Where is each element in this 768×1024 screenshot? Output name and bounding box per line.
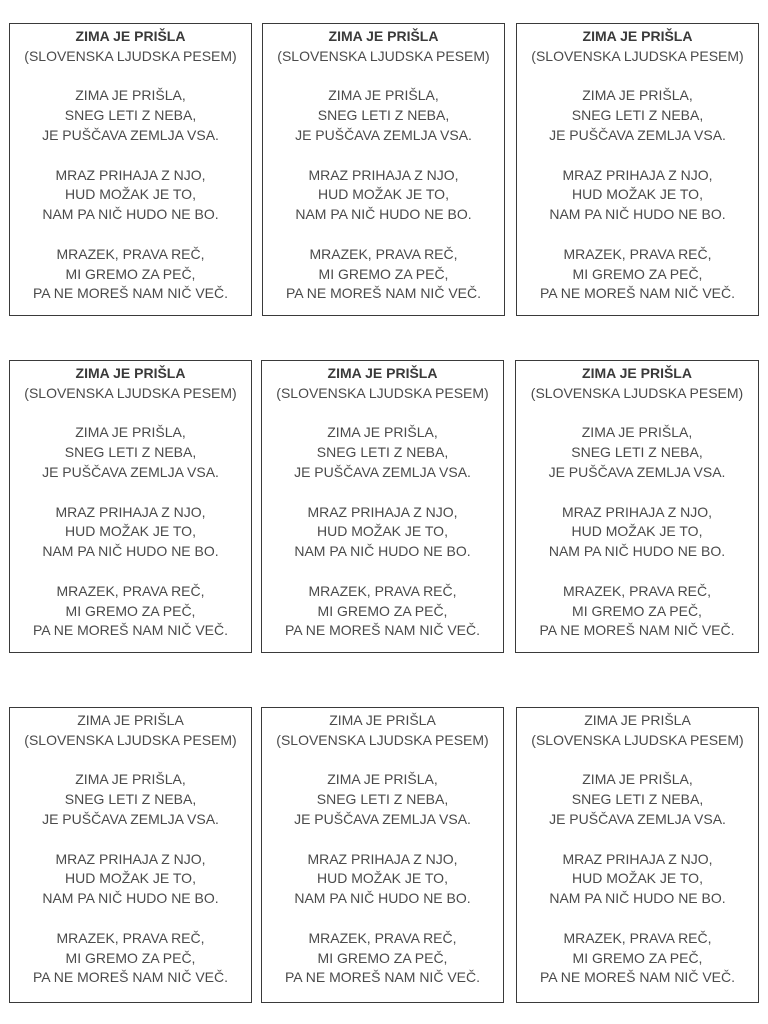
verse-line: SNEG LETI Z NEBA, bbox=[571, 791, 704, 808]
stanza-3 bbox=[10, 582, 251, 641]
verse-line: JE PUŠČAVA ZEMLJA VSA. bbox=[42, 463, 219, 480]
poem-card bbox=[9, 23, 252, 316]
poem-subtitle: (SLOVENSKA LJUDSKA PESEM) bbox=[277, 47, 490, 64]
poem-title: ZIMA JE PRIŠLA bbox=[582, 365, 692, 381]
poem-subtitle: (SLOVENSKA LJUDSKA PESEM) bbox=[531, 731, 744, 748]
verse-line: MRAZEK, PRAVA REČ, bbox=[309, 245, 458, 262]
stanza-1 bbox=[263, 86, 504, 145]
verse-line: PA NE MOREŠ NAM NIČ VEČ. bbox=[285, 969, 480, 986]
stanza-2 bbox=[10, 503, 251, 562]
verse-line: HUD MOŽAK JE TO, bbox=[571, 523, 703, 540]
verse-line: NAM PA NIČ HUDO NE BO. bbox=[42, 890, 219, 907]
verse-line: JE PUŠČAVA ZEMLJA VSA. bbox=[42, 126, 219, 143]
verse-line: NAM PA NIČ HUDO NE BO. bbox=[549, 206, 726, 223]
stanza-2 bbox=[517, 850, 758, 909]
poem-subtitle: (SLOVENSKA LJUDSKA PESEM) bbox=[530, 384, 744, 401]
stanza-3 bbox=[262, 582, 503, 641]
poem-title: ZIMA JE PRIŠLA bbox=[327, 365, 438, 381]
poem-title: ZIMA JE PRIŠLA bbox=[77, 712, 184, 728]
verse-line: HUD MOŽAK JE TO, bbox=[65, 186, 196, 203]
verse-line: JE PUŠČAVA ZEMLJA VSA. bbox=[42, 810, 219, 827]
verse-line: JE PUŠČAVA ZEMLJA VSA. bbox=[549, 126, 726, 143]
verse-line: HUD MOŽAK JE TO, bbox=[65, 870, 196, 887]
stanza-1 bbox=[516, 423, 758, 482]
verse-line: SNEG LETI Z NEBA, bbox=[316, 791, 449, 808]
verse-line: JE PUŠČAVA ZEMLJA VSA. bbox=[294, 810, 471, 827]
verse-line: MRAZEK, PRAVA REČ, bbox=[563, 929, 712, 946]
verse-line: ZIMA JE PRIŠLA, bbox=[327, 424, 438, 441]
stanza-2 bbox=[517, 166, 758, 225]
verse-line: MI GREMO ZA PEČ, bbox=[65, 265, 196, 282]
poem-card bbox=[516, 707, 759, 1003]
verse-line: MRAZ PRIHAJA Z NJO, bbox=[308, 166, 459, 183]
stanza-1 bbox=[10, 423, 251, 482]
verse-line: HUD MOŽAK JE TO, bbox=[317, 523, 448, 540]
stanza-2 bbox=[262, 850, 503, 909]
verse-line: MI GREMO ZA PEČ, bbox=[317, 949, 448, 966]
stanza-3 bbox=[516, 582, 758, 641]
verse-line: SNEG LETI Z NEBA, bbox=[571, 444, 703, 461]
poem-title: ZIMA JE PRIŠLA bbox=[584, 712, 691, 728]
stanza-2 bbox=[10, 850, 251, 909]
poem-title: ZIMA JE PRIŠLA bbox=[75, 365, 186, 381]
stanza-3 bbox=[517, 929, 758, 988]
poem-subtitle: (SLOVENSKA LJUDSKA PESEM) bbox=[276, 384, 489, 401]
verse-line: SNEG LETI Z NEBA, bbox=[64, 444, 197, 461]
verse-line: MI GREMO ZA PEČ, bbox=[65, 949, 196, 966]
verse-line: HUD MOŽAK JE TO, bbox=[317, 870, 448, 887]
verse-line: MI GREMO ZA PEČ, bbox=[65, 602, 196, 619]
verse-line: MRAZ PRIHAJA Z NJO, bbox=[562, 850, 713, 867]
poem-card bbox=[9, 707, 252, 1003]
verse-line: JE PUŠČAVA ZEMLJA VSA. bbox=[295, 126, 472, 143]
verse-line: MRAZ PRIHAJA Z NJO, bbox=[307, 850, 458, 867]
verse-line: MRAZ PRIHAJA Z NJO, bbox=[561, 503, 713, 520]
stanza-1 bbox=[10, 86, 251, 145]
verse-line: MI GREMO ZA PEČ, bbox=[572, 602, 702, 619]
poem-title: ZIMA JE PRIŠLA bbox=[582, 28, 693, 44]
poem-card bbox=[261, 707, 504, 1003]
verse-line: PA NE MOREŠ NAM NIČ VEČ. bbox=[33, 622, 228, 639]
verse-line: PA NE MOREŠ NAM NIČ VEČ. bbox=[540, 285, 735, 302]
poem-subtitle: (SLOVENSKA LJUDSKA PESEM) bbox=[276, 731, 489, 748]
stanza-1 bbox=[262, 770, 503, 829]
stanza-3 bbox=[10, 245, 251, 304]
verse-line: NAM PA NIČ HUDO NE BO. bbox=[294, 543, 471, 560]
verse-line: MRAZ PRIHAJA Z NJO, bbox=[55, 850, 206, 867]
verse-line: HUD MOŽAK JE TO, bbox=[572, 870, 703, 887]
verse-line: MRAZEK, PRAVA REČ, bbox=[56, 582, 205, 599]
stanza-2 bbox=[262, 503, 503, 562]
verse-line: MRAZ PRIHAJA Z NJO, bbox=[55, 166, 206, 183]
verse-line: ZIMA JE PRIŠLA, bbox=[75, 424, 186, 441]
stanza-2 bbox=[10, 166, 251, 225]
verse-line: NAM PA NIČ HUDO NE BO. bbox=[42, 543, 219, 560]
verse-line: ZIMA JE PRIŠLA, bbox=[582, 771, 693, 788]
verse-line: MRAZ PRIHAJA Z NJO, bbox=[307, 503, 458, 520]
poem-subtitle: (SLOVENSKA LJUDSKA PESEM) bbox=[531, 47, 744, 64]
verse-line: MRAZEK, PRAVA REČ, bbox=[308, 582, 457, 599]
verse-line: HUD MOŽAK JE TO, bbox=[318, 186, 449, 203]
poem-subtitle: (SLOVENSKA LJUDSKA PESEM) bbox=[24, 384, 237, 401]
verse-line: MI GREMO ZA PEČ, bbox=[572, 265, 703, 282]
verse-line: ZIMA JE PRIŠLA, bbox=[75, 771, 186, 788]
verse-line: MRAZEK, PRAVA REČ, bbox=[56, 245, 205, 262]
stanza-2 bbox=[263, 166, 504, 225]
verse-line: MRAZEK, PRAVA REČ, bbox=[56, 929, 205, 946]
verse-line: MI GREMO ZA PEČ, bbox=[572, 949, 703, 966]
verse-line: JE PUŠČAVA ZEMLJA VSA. bbox=[548, 463, 726, 480]
verse-line: JE PUŠČAVA ZEMLJA VSA. bbox=[549, 810, 726, 827]
poem-card bbox=[515, 360, 759, 653]
stanza-1 bbox=[517, 86, 758, 145]
verse-line: JE PUŠČAVA ZEMLJA VSA. bbox=[294, 463, 471, 480]
verse-line: SNEG LETI Z NEBA, bbox=[64, 107, 197, 124]
stanza-3 bbox=[10, 929, 251, 988]
poem-subtitle: (SLOVENSKA LJUDSKA PESEM) bbox=[24, 731, 237, 748]
verse-line: ZIMA JE PRIŠLA, bbox=[328, 87, 439, 104]
stanza-3 bbox=[262, 929, 503, 988]
verse-line: ZIMA JE PRIŠLA, bbox=[327, 771, 438, 788]
poem-card bbox=[9, 360, 252, 653]
stanza-3 bbox=[263, 245, 504, 304]
stanza-1 bbox=[10, 770, 251, 829]
verse-line: SNEG LETI Z NEBA, bbox=[571, 107, 704, 124]
stanza-1 bbox=[262, 423, 503, 482]
verse-line: MRAZEK, PRAVA REČ, bbox=[562, 582, 712, 599]
verse-line: MRAZ PRIHAJA Z NJO, bbox=[55, 503, 206, 520]
verse-line: NAM PA NIČ HUDO NE BO. bbox=[549, 890, 726, 907]
poem-card bbox=[261, 360, 504, 653]
stanza-3 bbox=[517, 245, 758, 304]
verse-line: HUD MOŽAK JE TO, bbox=[572, 186, 703, 203]
verse-line: SNEG LETI Z NEBA, bbox=[64, 791, 197, 808]
verse-line: NAM PA NIČ HUDO NE BO. bbox=[295, 206, 472, 223]
verse-line: NAM PA NIČ HUDO NE BO. bbox=[42, 206, 219, 223]
verse-line: PA NE MOREŠ NAM NIČ VEČ. bbox=[286, 285, 481, 302]
verse-line: SNEG LETI Z NEBA, bbox=[317, 107, 450, 124]
verse-line: PA NE MOREŠ NAM NIČ VEČ. bbox=[33, 969, 228, 986]
verse-line: PA NE MOREŠ NAM NIČ VEČ. bbox=[540, 969, 735, 986]
poem-title: ZIMA JE PRIŠLA bbox=[75, 28, 186, 44]
verse-line: PA NE MOREŠ NAM NIČ VEČ. bbox=[539, 622, 735, 639]
verse-line: MRAZ PRIHAJA Z NJO, bbox=[562, 166, 713, 183]
verse-line: NAM PA NIČ HUDO NE BO. bbox=[294, 890, 471, 907]
stanza-1 bbox=[517, 770, 758, 829]
poem-title: ZIMA JE PRIŠLA bbox=[329, 712, 436, 728]
poem-card bbox=[262, 23, 505, 316]
verse-line: ZIMA JE PRIŠLA, bbox=[581, 424, 693, 441]
poem-subtitle: (SLOVENSKA LJUDSKA PESEM) bbox=[24, 47, 237, 64]
verse-line: MRAZEK, PRAVA REČ, bbox=[308, 929, 457, 946]
verse-line: HUD MOŽAK JE TO, bbox=[65, 523, 196, 540]
verse-line: MRAZEK, PRAVA REČ, bbox=[563, 245, 712, 262]
verse-line: ZIMA JE PRIŠLA, bbox=[75, 87, 186, 104]
poem-card bbox=[516, 23, 759, 316]
verse-line: PA NE MOREŠ NAM NIČ VEČ. bbox=[33, 285, 228, 302]
poem-title: ZIMA JE PRIŠLA bbox=[328, 28, 439, 44]
stanza-2 bbox=[516, 503, 758, 562]
verse-line: MI GREMO ZA PEČ, bbox=[318, 265, 449, 282]
verse-line: PA NE MOREŠ NAM NIČ VEČ. bbox=[285, 622, 480, 639]
verse-line: ZIMA JE PRIŠLA, bbox=[582, 87, 693, 104]
verse-line: MI GREMO ZA PEČ, bbox=[317, 602, 448, 619]
verse-line: SNEG LETI Z NEBA, bbox=[316, 444, 449, 461]
verse-line: NAM PA NIČ HUDO NE BO. bbox=[548, 543, 726, 560]
